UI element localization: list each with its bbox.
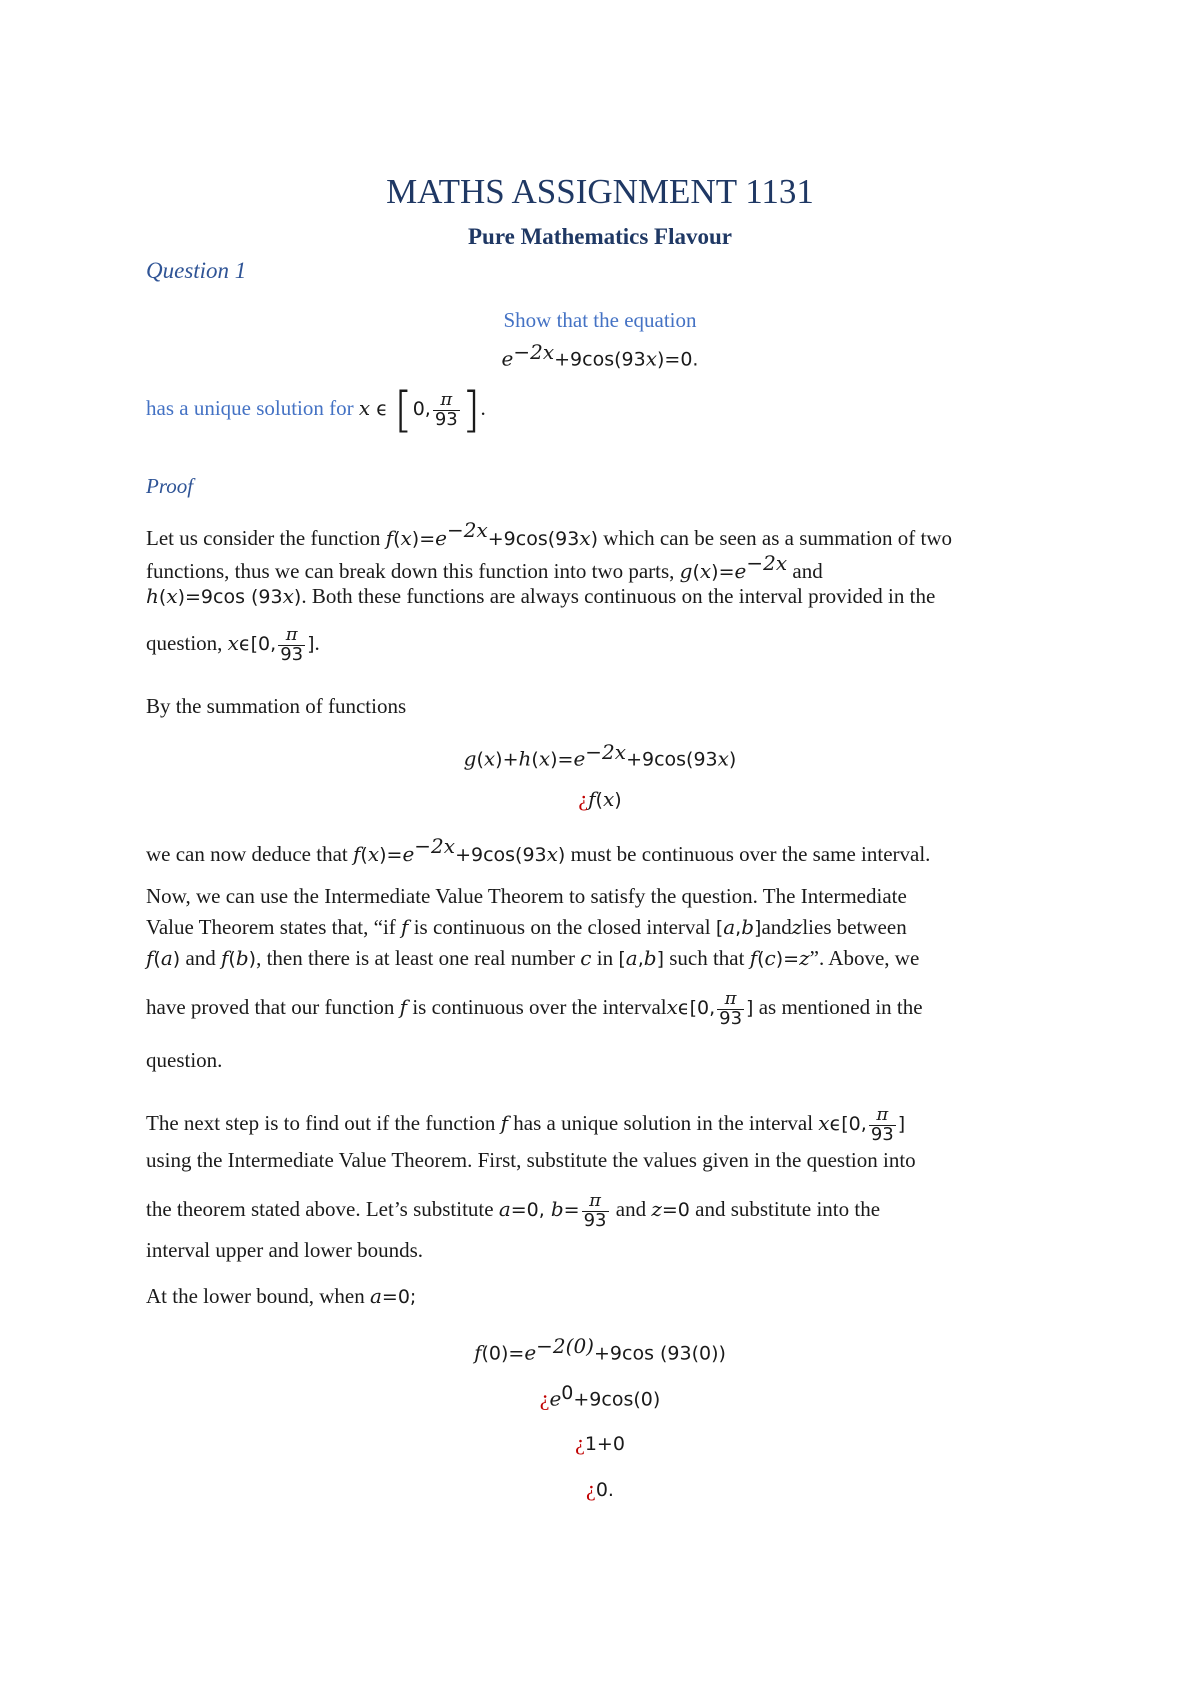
question-equation: $e^{-2x}+9\cos(93x)=0$. [501, 340, 699, 371]
question-line1: Show that the equation [503, 308, 697, 332]
para3-line2: Value Theorem states that, “if f is continuous on the closed interval [a,b]andzlies between [146, 915, 907, 939]
para3-line5: question. [146, 1048, 223, 1072]
para3-line1: Now, we can use the Intermediate Value Theorem to satisfy the question. The Intermediate [146, 884, 907, 908]
para3-line3: f(a) and f(b), then there is at least one real number c in [a,b] such that f(c)=z”. Above, we [146, 946, 920, 970]
para1-line2: functions, thus we can break down this function into two parts, $g(x)=e^{-2x}$ and [146, 551, 823, 583]
question-line2: has a unique solution for x ϵ [0, $\frac{\pi}{93}$ ]. [146, 382, 486, 438]
para1-line1: Let us consider the function $f(x)=e^{-2x}+9\cos(93x)$ which can be seen as a summation of two [146, 518, 953, 550]
calc-row1: $f(0)=e^{-2(0)}+9\cos$ (93(0)) [474, 1334, 726, 1365]
para4-line3: the theorem stated above. Let’s substitute a=0, b= $\frac{\pi}{93}$ and z=0 and substitute into the [146, 1190, 881, 1231]
calc-row2: ¿$e^0+9\cos(0)$ [539, 1382, 661, 1411]
document-subtitle: Pure Mathematics Flavour [467, 224, 733, 249]
pi-over-93: $\frac{\pi}{93}$ [434, 388, 458, 430]
sum-equation: $g(x)+h(x)=e^{-2x}+9\cos(93x)$ [463, 740, 737, 771]
calc-row3: ¿1+0 [575, 1430, 625, 1455]
calc-row4: ¿0. [586, 1476, 614, 1501]
sum-equation-result: ¿f(x) [578, 786, 622, 811]
para2-intro: By the summation of functions [146, 694, 407, 718]
document-title: MATHS ASSIGNMENT 1131 [386, 172, 814, 211]
question-heading: Question 1 [146, 258, 247, 283]
para4-line1: The next step is to find out if the function f has a unique solution in the interval xϵ[0, $\frac{\pi}{93}$ ] [146, 1104, 906, 1145]
para1-line4: question, xϵ[0, $\frac{\pi}{93}$ ]. [146, 624, 320, 665]
para4-line2: using the Intermediate Value Theorem. First, substitute the values given in the question into [146, 1148, 916, 1172]
para1-line3: h(x)=9cos (93x). Both these functions are always continuous on the interval provided in the [146, 584, 936, 608]
para3-line4: have proved that our function f is continuous over the intervalxϵ[0, $\frac{\pi}{93}$ ] as mentioned in the [146, 988, 923, 1029]
proof-heading: Proof [146, 474, 194, 498]
para2-conclusion: we can now deduce that $f(x)=e^{-2x}+9\cos(93x)$ must be continuous over the same interval. [146, 834, 931, 866]
para4-line5: At the lower bound, when a=0; [146, 1284, 417, 1308]
question-line2-text: has a unique solution for [146, 395, 359, 420]
para4-line4: interval upper and lower bounds. [146, 1238, 424, 1262]
